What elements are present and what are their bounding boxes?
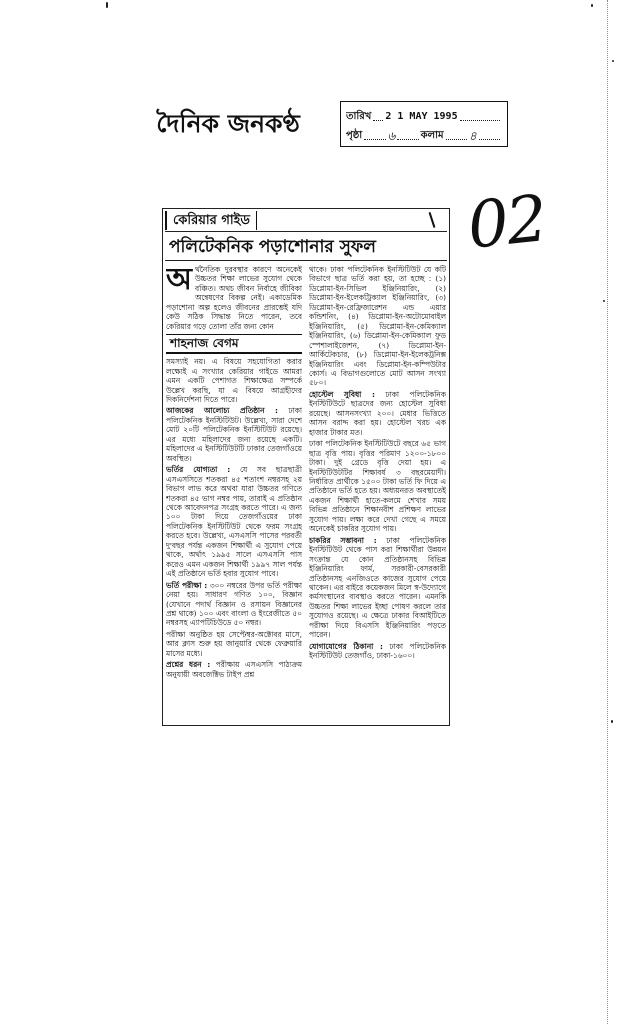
date-stamp (340, 101, 508, 147)
paragraph-text: পরীক্ষায় এসএসসি পাঠ্যক্রম অনুযায়ী অবজেক্টিভ টাইপ প্রশ্ন (166, 660, 302, 679)
dotted-leader (446, 139, 467, 140)
drop-cap: অ (166, 265, 192, 297)
author-byline: শাহনাজ বেগম (166, 334, 302, 354)
paragraph-subheading: ভর্তি পরীক্ষা : (166, 580, 208, 590)
paragraph-text: র্থনৈতিক দুরবস্থার কারণে অনেকেই উচ্চতর শিক্ষা লাভের সুযোগ থেকে বঞ্চিত। অথচ জীবন নির্বাহে জীবিকা অন্বেষণের বিকল্প নেই। একাডেমিক পড়াশোনা অল্প হলেও জীবনের প্রারম্ভেই যদি কেউ সঠিক সিদ্ধান্ত নিতে পারেন, তবে কেরিয়ার গড়ে তোলা তাঁর জন্য কোন (166, 265, 302, 331)
paragraph-text: যে সব ছাত্রছাত্রী এসএসসিতে শতকরা ৪৫ শতাংশ নম্বরসহ ২য় বিভাগ লাভ করে অথবা যারা উচ্চতর গণিতে শতকরা ৪৫ ভাগ নম্বর পায়, তারাই এ প্রতিষ্ঠান থেকে আবেদনপত্র সংগ্রহ করতে পারে। এ জন্য ১০০ টাকা দিয়ে তেজগাঁওয়ের ঢাকা পলিটেকনিক ইনস্টিটিউট থেকে ফরম সংগ্রহ করতে হবে। উল্লেখ্য, এসএসসি পাসের পরবর্তী দু'বছর পর্যন্ত একজন শিক্ষার্থী এ সুযোগ পেয়ে থাকে, অর্থাৎ ১৯৯৫ সালে এসএসসি পাস করেও এমন একজন শিক্ষার্থী ১৯৯৭ সাল পর্যন্ত এই প্রতিষ্ঠানে ভর্তি হবার সুযোগ পাবে। (166, 465, 302, 579)
scan-speck (612, 60, 614, 62)
dotted-leader (373, 120, 383, 121)
stamp-date-value: 2 1 MAY 1995 (385, 111, 458, 122)
paragraph-text: ঢাকা পলিটেকনিক ইনস্টিটিউট থেকে পাস করা শিক্ষার্থীরা উন্নয়ন সংক্রান্ত যে কোন প্রতিষ্ঠানসহ বিভিন্ন ইঞ্জিনিয়ারিং ফার্ম, সরকারী-বেসরকারী প্রতিষ্ঠানসহ এনজিওতে কাজের সুযোগ পেয়ে থাকেন। এর বাইরে কয়েকজন মিলে স্ব-উদ্যোগে কর্মসংস্থানের ব্যবস্থাও করতে পারেন। এমনকি উচ্চতর শিক্ষা লাভের ইচ্ছা পোষণ করলে তার সুযোগও রয়েছে। এ ক্ষেত্রে ঢাকার বিআইটিতে পরীক্ষা দিয়ে বিএসসি ইঞ্জিনিয়ারিং পড়তে পারেন। (309, 535, 446, 640)
article-paragraph (309, 642, 446, 661)
article-paragraph (309, 536, 446, 640)
stamp-column-label: কলাম (420, 130, 444, 141)
article-paragraph (166, 581, 302, 628)
paragraph-text: ঢাকা পলিটেকনিক ইনস্টিটিউটে ছাত্রদের জন্য হোস্টেল সুবিধা রয়েছে। আসনসংখ্যা ২০০। মেধার ভিত্তিতে আসন বরাদ্দ করা হয়। হোস্টেল খরচ এক হাজার টাকার মত। (309, 389, 446, 437)
scan-speck (603, 300, 605, 302)
dotted-leader (479, 139, 500, 140)
article-paragraph (309, 439, 446, 534)
section-label: কেরিয়ার গাইড (165, 211, 257, 230)
paragraph-subheading: যোগাযোগের ঠিকানা : (309, 641, 383, 651)
stamp-page-label: পৃষ্ঠা (346, 130, 363, 141)
intro-paragraph (166, 265, 302, 331)
scan-speck (611, 720, 613, 723)
article-paragraph (166, 630, 302, 658)
newspaper-masthead: দৈনিক জনকণ্ঠ (156, 109, 300, 138)
paragraph-subheading: চাকরির সম্ভাবনা : (309, 535, 377, 545)
paragraph-subheading: ভর্তির যোগ্যতা : (166, 465, 231, 475)
article-column-left (166, 265, 302, 721)
paragraph-text: পরীক্ষা অনুষ্ঠিত হয় সেপ্টেম্বর-অক্টোবর মাসে, আর ক্লাস শুরু হয় জানুয়ারি থেকে ফেব্রুয়ারি মাসের মধ্যে। (166, 629, 302, 658)
paragraph-text: ঢাকা পলিটেকনিক ইনস্টিটিউট তেজগাঁও, ঢাকা-১৬০০। (309, 641, 446, 661)
article-paragraph (309, 390, 446, 437)
stamp-page-value: ৬ (387, 129, 396, 143)
section-header (165, 211, 447, 232)
headline: পলিটেকনিক পড়াশোনার সুফল (165, 233, 447, 261)
article-paragraph (166, 406, 302, 463)
stamp-date-label: তারিখ (346, 111, 372, 122)
article-paragraph (166, 465, 302, 578)
scan-speck (591, 4, 593, 7)
dotted-leader (460, 120, 500, 121)
paragraph-text: ঢাকা পলিটেকনিক ইনস্টিটিউটে বছরে ৬৫ ভাগ ছাত্র বৃত্তি পায়। বৃত্তির পরিমাণ ১২০০-১৮০০ টাকা। দুই গ্রেডে বৃত্তি দেয়া হয়। এ ইনস্টিটিউটটির শিক্ষাবর্ষ ৩ বছরমেয়াদী। নির্ধারিত প্রার্থীকে ১৫০০ টাকা ভর্তি ফি দিয়ে এ প্রতিষ্ঠানে ভর্তি হতে হয়। অধ্যয়নরত অবস্থাতেই একজন শিক্ষার্থী হাতে-কলমে শেখার সময় বিভিন্ন প্রতিষ্ঠানে শিক্ষানবীশ প্রশিক্ষণ লাভের সুযোগ পায়। লক্ষ্য করে দেখা গেছে এ সময়ে অনেকেই চাকরির সুযোগ পায়। (309, 439, 446, 534)
paragraph-text: ঢাকা পলিটেকনিক ইনস্টিটিউট। উল্লেখ্য, সারা দেশে মোট ২০টি পলিটেকনিক ইনস্টিটিউট রয়েছে। এর মধ্যে মহিলাদের জন্য রয়েছে একটি। মহিলাদের এ ইনস্টিটিউটটি ঢাকার তেজগাঁওয়ে অবস্থিত। (166, 406, 302, 463)
paragraph-text: থাকে। ঢাকা পলিটেকনিক ইনস্টিটিউট যে কটি বিভাগে ছাত্র ভর্তি করা হয়, তা হচ্ছে : (১) ডিপ্লোমা-ইন-সিভিল ইঞ্জিনিয়ারিং, (২) ডিপ্লোমা-ইন-ইলেকট্রিক্যাল ইঞ্জিনিয়ারিং, (৩) ডিপ্লোমা-ইন-রেফ্রিজারেশন এন্ড এয়ার কন্ডিশনিং, (৪) ডিপ্লোমা-ইন-অটোমোবাইল ইঞ্জিনিয়ারিং, (৫) ডিপ্লোমা-ইন-কেমিক্যাল ইঞ্জিনিয়ারিং, (৬) ডিপ্লোমা-ইন-কেমিক্যাল ফুড স্পেশালাইজেশন, (৭) ডিপ্লোমা-ইন-আর্কিটেকচার, (৮) ডিপ্লোমা-ইন-ইলেকট্রনিক্স ইঞ্জিনিয়ারিং এবং ডিপ্লোমা-ইন-কম্পিউটার কোর্স। এ বিভাগগুলোতে মোট আসন সংখ্যা ৫৮০। (309, 265, 446, 388)
paragraph-subheading: আজকের আলোচ্য প্রতিষ্ঠান : (166, 406, 279, 416)
article-paragraph (166, 660, 302, 679)
scan-edge-artifact (607, 0, 608, 1024)
article-column-right (309, 265, 446, 721)
article-paragraph (166, 357, 302, 404)
scan-speck (106, 2, 108, 8)
newspaper-clipping (162, 208, 450, 726)
stamp-page-row (346, 124, 502, 143)
paragraph-subheading: প্রশ্নের ধরন : (166, 660, 211, 670)
stamp-date-row (346, 105, 502, 124)
handwritten-number: 02 (464, 182, 550, 264)
dotted-leader (364, 139, 385, 140)
paragraph-text: ৩০০ নম্বরের উপর ভর্তি পরীক্ষা নেয়া হয়। সাধারণ গণিত ১০০, বিজ্ঞান (যেখানে পদার্থ বিজ্ঞান ও রসায়ন বিজ্ঞানের প্রশ্ন থাকে) ১০০ এবং বাংলা ও ইংরেজীতে ৫০ নম্বরসহ এ্যাপটিচিউডে ৫০ নম্বর। (166, 580, 302, 628)
paragraph-subheading: হোস্টেল সুবিধা : (309, 389, 375, 399)
paragraph-text: সমস্যাই নয়। এ বিষয়ে সহযোগিতা করার লক্ষ্যেই এ সংখ্যার কেরিয়ার গাইডে আমরা এমন একটি পেশাগত শিক্ষাক্ষেত্র সম্পর্কে উল্লেখ করছি, যা এ বিষয়ে আগ্রহীদের দিকনির্দেশনা দিতে পারে। (166, 357, 302, 404)
pen-mark (429, 212, 435, 228)
article-paragraph (309, 265, 446, 388)
dotted-leader (397, 139, 418, 140)
stamp-column-value: ৪ (468, 129, 477, 143)
